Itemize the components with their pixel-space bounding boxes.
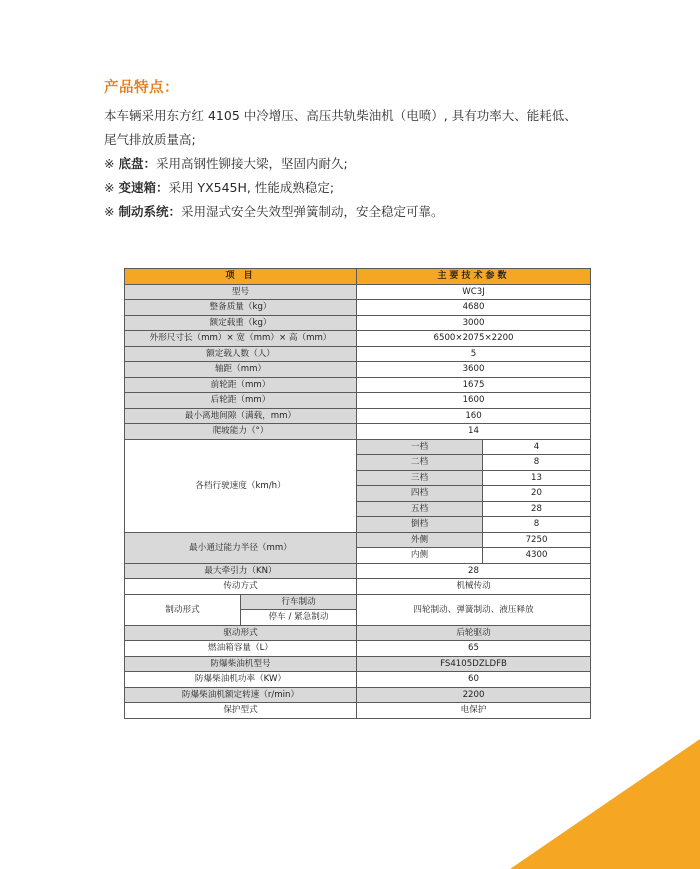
spec-row bbox=[125, 641, 591, 657]
spec-value: 3600 bbox=[357, 362, 591, 378]
spec-value: 28 bbox=[357, 563, 591, 579]
spec-row bbox=[125, 346, 591, 362]
spec-label: 保护型式 bbox=[125, 703, 357, 719]
spec-value: 1600 bbox=[357, 393, 591, 409]
spec-value: 14 bbox=[357, 424, 591, 440]
spec-value: 3000 bbox=[357, 315, 591, 331]
brake-sub-parking: 停车 / 紧急制动 bbox=[241, 610, 357, 626]
bullet-text: 采用湿式安全失效型弹簧制动，安全稳定可靠。 bbox=[180, 204, 444, 219]
spec-label: 额定载人数（人） bbox=[125, 346, 357, 362]
spec-value: 机械传动 bbox=[357, 579, 591, 595]
spec-label: 爬坡能力（°） bbox=[125, 424, 357, 440]
spec-value: 后轮驱动 bbox=[357, 625, 591, 641]
turning-side: 外侧 bbox=[357, 532, 483, 548]
brake-sub-service: 行车制动 bbox=[241, 594, 357, 610]
features-section bbox=[104, 76, 644, 224]
spec-row bbox=[125, 300, 591, 316]
gear-speed: 28 bbox=[483, 501, 591, 517]
brake-label: 制动形式 bbox=[125, 594, 241, 625]
spec-label: 前轮距（mm） bbox=[125, 377, 357, 393]
speed-row bbox=[125, 439, 591, 455]
spec-row bbox=[125, 672, 591, 688]
spec-row bbox=[125, 625, 591, 641]
spec-row bbox=[125, 563, 591, 579]
turning-label: 最小通过能力半径（mm） bbox=[125, 532, 357, 563]
gear-name: 二档 bbox=[357, 455, 483, 471]
gear-name: 五档 bbox=[357, 501, 483, 517]
spec-value: 160 bbox=[357, 408, 591, 424]
brake-row bbox=[125, 594, 591, 610]
spec-value: 4680 bbox=[357, 300, 591, 316]
bullet-term: 制动系统： bbox=[118, 204, 181, 219]
spec-value: 60 bbox=[357, 672, 591, 688]
features-title: 产品特点： bbox=[104, 80, 179, 96]
spec-row bbox=[125, 408, 591, 424]
spec-row bbox=[125, 393, 591, 409]
spec-label: 轴距（mm） bbox=[125, 362, 357, 378]
bullet-text: 采用高钢性铆接大梁，坚固内耐久; bbox=[155, 156, 348, 171]
spec-label: 传动方式 bbox=[125, 579, 357, 595]
features-intro-line-2: 尾气排放质量高; bbox=[104, 132, 196, 147]
spec-label: 防爆柴油机额定转速（r/min） bbox=[125, 687, 357, 703]
spec-value: 电保护 bbox=[357, 703, 591, 719]
spec-value: 5 bbox=[357, 346, 591, 362]
spec-header-row bbox=[125, 269, 591, 285]
spec-table bbox=[124, 268, 591, 719]
turning-value: 4300 bbox=[483, 548, 591, 564]
gear-speed: 4 bbox=[483, 439, 591, 455]
spec-label: 型号 bbox=[125, 284, 357, 300]
gear-speed: 8 bbox=[483, 517, 591, 533]
spec-label: 额定载重（kg） bbox=[125, 315, 357, 331]
spec-row bbox=[125, 687, 591, 703]
gear-name: 一档 bbox=[357, 439, 483, 455]
spec-row bbox=[125, 424, 591, 440]
header-params: 主要技术参数 bbox=[357, 269, 591, 285]
speed-label: 各档行驶速度（km/h） bbox=[125, 439, 357, 532]
spec-value: FS4105DZLDFB bbox=[357, 656, 591, 672]
turning-value: 7250 bbox=[483, 532, 591, 548]
spec-label: 燃油箱容量（L） bbox=[125, 641, 357, 657]
orange-corner-triangle bbox=[510, 739, 700, 869]
spec-row bbox=[125, 579, 591, 595]
brake-value: 四轮制动、弹簧制动、液压释放 bbox=[357, 594, 591, 625]
spec-row bbox=[125, 331, 591, 347]
header-item: 项 目 bbox=[125, 269, 357, 285]
bullet-marker: ※ bbox=[104, 156, 119, 171]
bullet-text: 采用 YX545H, 性能成熟稳定; bbox=[168, 180, 335, 195]
spec-label: 最大牵引力（KN） bbox=[125, 563, 357, 579]
gear-speed: 8 bbox=[483, 455, 591, 471]
bullet-marker: ※ bbox=[104, 180, 119, 195]
spec-label: 驱动形式 bbox=[125, 625, 357, 641]
spec-label: 防爆柴油机型号 bbox=[125, 656, 357, 672]
turning-row bbox=[125, 532, 591, 548]
feature-bullet-gearbox bbox=[104, 176, 644, 200]
corner-decoration bbox=[510, 739, 700, 869]
turning-side: 内侧 bbox=[357, 548, 483, 564]
spec-row bbox=[125, 656, 591, 672]
spec-value: WC3J bbox=[357, 284, 591, 300]
spec-label: 防爆柴油机功率（KW） bbox=[125, 672, 357, 688]
bullet-marker: ※ bbox=[104, 204, 119, 219]
spec-value: 65 bbox=[357, 641, 591, 657]
bullet-term: 底盘： bbox=[118, 156, 156, 171]
spec-label: 整备质量（kg） bbox=[125, 300, 357, 316]
gear-speed: 20 bbox=[483, 486, 591, 502]
spec-label: 外形尺寸长（mm）× 宽（mm）× 高（mm） bbox=[125, 331, 357, 347]
spec-row bbox=[125, 315, 591, 331]
feature-bullet-chassis bbox=[104, 152, 644, 176]
spec-row bbox=[125, 284, 591, 300]
spec-value: 6500×2075×2200 bbox=[357, 331, 591, 347]
feature-bullet-brake bbox=[104, 200, 644, 224]
bullet-term: 变速箱： bbox=[118, 180, 169, 195]
spec-label: 后轮距（mm） bbox=[125, 393, 357, 409]
spec-label: 最小离地间隙（满载，mm） bbox=[125, 408, 357, 424]
spec-row bbox=[125, 703, 591, 719]
features-intro-line-1: 本车辆采用东方红 4105 中冷增压、高压共轨柴油机（电喷）, 具有功率大、能耗低、 bbox=[104, 108, 577, 123]
spec-value: 2200 bbox=[357, 687, 591, 703]
spec-row bbox=[125, 362, 591, 378]
spec-row bbox=[125, 377, 591, 393]
gear-name: 倒档 bbox=[357, 517, 483, 533]
gear-name: 四档 bbox=[357, 486, 483, 502]
gear-speed: 13 bbox=[483, 470, 591, 486]
gear-name: 三档 bbox=[357, 470, 483, 486]
spec-value: 1675 bbox=[357, 377, 591, 393]
